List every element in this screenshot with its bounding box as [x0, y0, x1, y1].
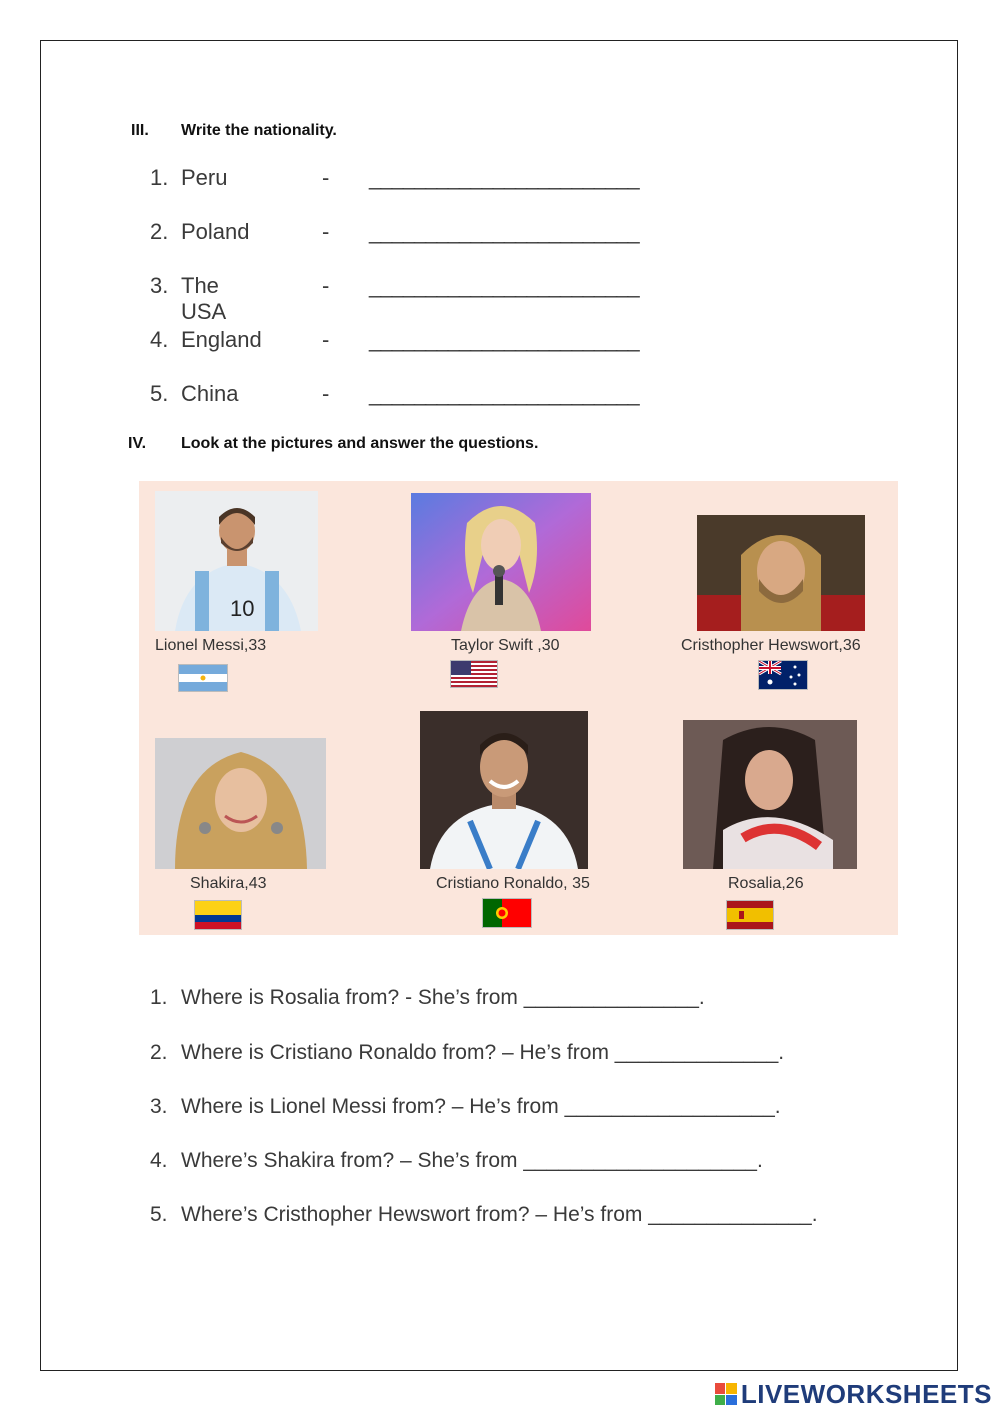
liveworksheets-logo[interactable] [715, 1378, 992, 1409]
answer-blank[interactable]: ________________________ [369, 219, 639, 244]
question-number: 3. [150, 1095, 168, 1118]
dash: - [322, 165, 330, 190]
liveworksheets-logo-icon [715, 1383, 737, 1405]
question-text[interactable]: Where’s Shakira from? – She’s from ____________________. [181, 1149, 763, 1172]
question-number: 2. [150, 1041, 168, 1064]
item-number: 2. [150, 219, 169, 244]
question-item [150, 1041, 784, 1065]
question-text[interactable]: Where is Lionel Messi from? – He’s from __________________. [181, 1095, 781, 1118]
dash: - [322, 219, 330, 244]
answer-blank[interactable]: ________________________ [369, 273, 639, 298]
messi-photo [155, 491, 318, 631]
taylor-swift-photo [411, 493, 591, 631]
celebrity-name: Taylor Swift ,30 [451, 637, 560, 654]
colombia-flag-icon [195, 901, 241, 929]
dash: - [322, 327, 330, 352]
question-text[interactable]: Where is Rosalia from? - She’s from _______________. [181, 986, 705, 1009]
question-item [150, 1149, 763, 1173]
answer-blank[interactable]: ________________________ [369, 381, 639, 406]
dash: - [322, 273, 330, 298]
item-number: 4. [150, 327, 169, 352]
cristhopher-hewswort-photo [697, 515, 865, 631]
question-item [150, 1095, 781, 1119]
question-number: 1. [150, 986, 168, 1009]
spain-flag-icon [727, 901, 773, 929]
answer-blank[interactable]: ________________________ [369, 165, 639, 190]
celebrity-name: Cristiano Ronaldo, 35 [436, 875, 590, 892]
question-number: 4. [150, 1149, 168, 1172]
country-label: England [181, 327, 262, 352]
question-text[interactable]: Where’s Cristhopher Hewswort from? – He’s from ______________. [181, 1203, 818, 1226]
section-4-number: IV. [128, 435, 147, 452]
question-item [150, 986, 705, 1010]
item-number: 3. [150, 273, 169, 298]
section-3-title: Write the nationality. [181, 122, 337, 139]
svg-text:10: 10 [230, 596, 255, 621]
celebrity-name: Shakira,43 [190, 875, 267, 892]
item-number: 5. [150, 381, 169, 406]
question-item [150, 1203, 818, 1227]
celebrity-name: Lionel Messi,33 [155, 637, 267, 654]
celebrity-panel [139, 481, 898, 935]
celebrity-name: Rosalia,26 [728, 875, 804, 892]
answer-blank[interactable]: ________________________ [369, 327, 639, 352]
section-4-title: Look at the pictures and answer the questions. [181, 435, 539, 452]
logo-text: LIVEWORKSHEETS [740, 1378, 992, 1409]
rosalia-photo [683, 720, 857, 869]
country-label: The USA [181, 273, 227, 324]
question-text[interactable]: Where is Cristiano Ronaldo from? – He’s from ______________. [181, 1041, 785, 1064]
country-label: Peru [181, 165, 228, 190]
section-3-number: III. [131, 122, 149, 139]
dash: - [322, 381, 330, 406]
question-number: 5. [150, 1203, 168, 1226]
usa-flag-icon [451, 661, 497, 687]
country-label: Poland [181, 219, 250, 244]
shakira-photo [155, 738, 326, 869]
item-number: 1. [150, 165, 169, 190]
celebrity-name: Cristhopher Hewswort,36 [681, 637, 861, 654]
australia-flag-icon [759, 661, 807, 689]
country-label: China [181, 381, 239, 406]
cristiano-ronaldo-photo [420, 711, 588, 869]
portugal-flag-icon [483, 899, 531, 927]
argentina-flag-icon [179, 665, 227, 691]
